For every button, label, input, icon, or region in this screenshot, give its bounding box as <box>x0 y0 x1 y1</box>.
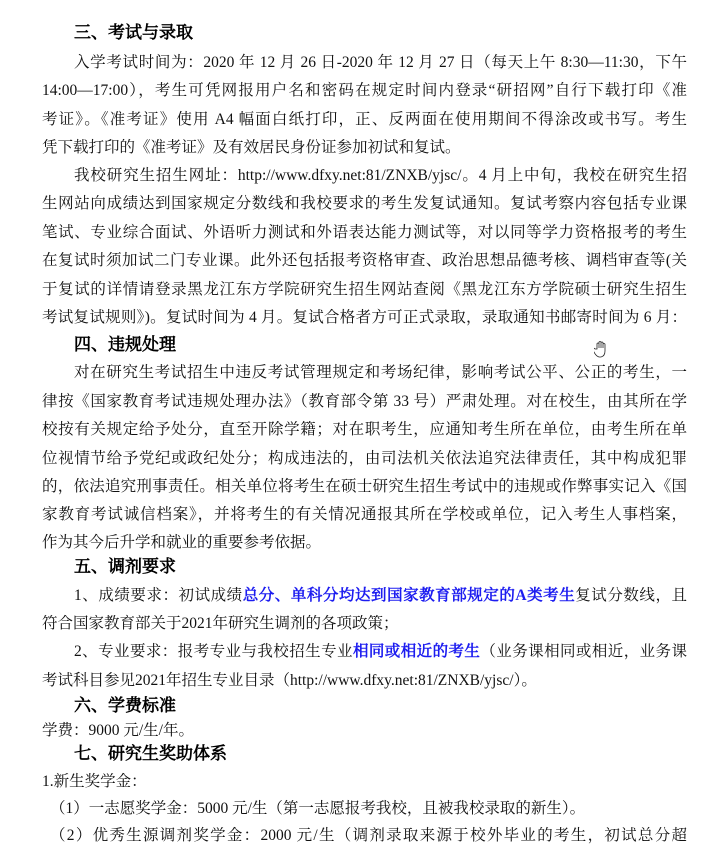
text-line: 14:00—17:00），考生可凭网报用户名和密码在规定时间内登录“研招网”自行下载打印《准 <box>42 82 687 99</box>
text-line: 凭下载打印的《准考证》及有效居民身份证参加初试和复试。 <box>42 139 461 156</box>
text-line: 生网站向成绩达到国家规定分数线和我校要求的考生发复试通知。复试考察内容包括专业课 <box>42 195 687 212</box>
text-line: 在复试时须加试二门专业课。此外还包括报考资格审查、政治思想品德考核、调档审查等(关 <box>42 252 687 269</box>
text-segment: 2、专业要求：报考专业与我校招生专业 <box>74 643 353 660</box>
text-line: 作为其今后升学和就业的重要参考依据。 <box>42 534 322 551</box>
text-line: 家教育考试诚信档案》，并将考生的有关情况通报其所在学校或单位，记入考生人事档案， <box>42 506 687 523</box>
text-line: 符合国家教育部关于2021年研究生调剂的各项政策； <box>42 615 399 632</box>
section-heading: 六、学费标准 <box>74 696 176 716</box>
text-line: 考试科目参见2021年招生专业目录（http://www.dfxy.net:81/ZNXB/yjsc/）。 <box>42 672 537 689</box>
text-line: 对在研究生考试招生中违反考试管理规定和考场纪律，影响考试公平、公正的考生，一 <box>74 364 687 381</box>
text-line: 1.新生奖学金： <box>42 773 147 790</box>
text-segment: 复试分数线，且 <box>575 587 687 604</box>
text-segment: （业务课相同或相近，业务课 <box>480 643 687 660</box>
text-segment: 1、成绩要求：初试成绩 <box>74 587 243 604</box>
text-line: 我校研究生招生网址：http://www.dfxy.net:81/ZNXB/yjsc/。4 月上中旬，我校在研究生招 <box>74 167 687 184</box>
text-line <box>74 582 687 610</box>
section-heading: 七、研究生奖助体系 <box>74 744 227 764</box>
highlighted-text: 总分、单科分均达到国家教育部规定的A类考生 <box>242 587 576 604</box>
fee-text: 学费：9000 元/生/年。 <box>42 722 194 739</box>
text-line: 律按《国家教育考试违规处理办法》（教育部令第 33 号）严肃处理。对在校生，由其所在学 <box>42 393 687 410</box>
text-line: 考试复试规则》)。复试时间为 4 月。复试合格者方可正式录取，录取通知书邮寄时间为 6 月： <box>42 309 687 326</box>
list-item: （1）一志愿奖学金：5000 元/生（第一志愿报考我校，且被我校录取的新生）。 <box>50 800 586 817</box>
text-line: 的，依法追究刑事责任。相关单位将考生在硕士研究生招生考试中的违规或作弊事实记入《国 <box>42 478 687 495</box>
section-heading: 三、考试与录取 <box>74 23 193 43</box>
text-line: 校按有关规定给予处分，直至开除学籍；对在职考生，应通知考生所在单位，由考生所在单 <box>42 421 687 438</box>
list-item: （2）优秀生源调剂奖学金：2000 元/生（调剂录取来源于校外毕业的考生，初试总分超 <box>50 827 687 844</box>
highlighted-text: 相同或相近的考生 <box>352 643 481 660</box>
section-heading: 五、调剂要求 <box>74 557 176 577</box>
text-line: 考证》。《准考证》使用 A4 幅面白纸打印，正、反两面在使用期间不得涂改或书写。考生 <box>42 111 687 128</box>
text-line: 位视情节给予党纪或政纪处分；构成违法的，由司法机关依法追究法律责任，其中构成犯罪 <box>42 450 687 467</box>
text-line <box>74 638 687 666</box>
text-line: 入学考试时间为：2020 年 12 月 26 日-2020 年 12 月 27 日（每天上午 8:30—11:30，下午 <box>74 54 687 71</box>
text-line: 于复试的详情请登录黑龙江东方学院研究生招生网站查阅《黑龙江东方学院硕士研究生招生 <box>42 281 687 298</box>
text-line: 笔试、专业综合面试、外语听力测试和外语表达能力测试等，对以同等学力资格报考的考生 <box>42 224 687 241</box>
section-heading: 四、违规处理 <box>74 335 176 355</box>
hand-pointer-icon <box>594 340 608 358</box>
